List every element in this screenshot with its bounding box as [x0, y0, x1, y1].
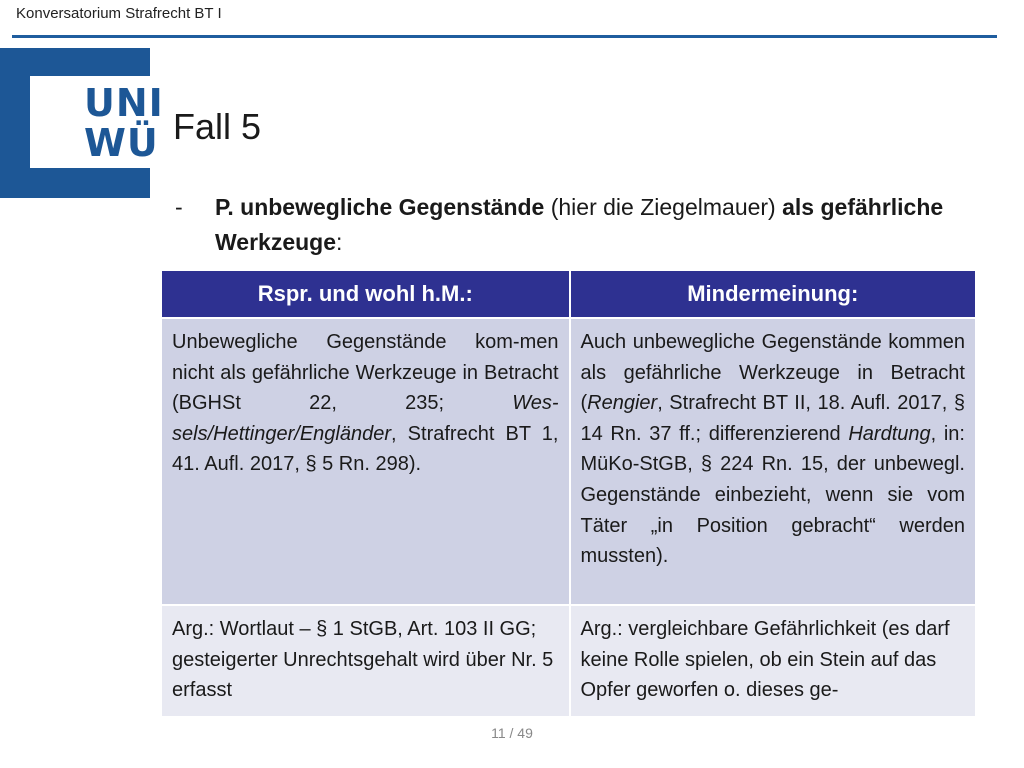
- author-italic: Rengier: [587, 392, 658, 415]
- header-majority: Rspr. und wohl h.M.:: [162, 271, 569, 317]
- logo-line-1: UNI: [84, 81, 164, 125]
- bullet-normal-1: (hier die Ziegelmauer): [544, 194, 783, 220]
- bullet-text: [215, 190, 955, 260]
- slide-title: Fall 5: [173, 106, 262, 147]
- text-part: Unbewegliche Gegenstände kom-men nicht als gefährliche Werkzeuge in Betracht (BGHSt 22, 235;: [172, 331, 559, 415]
- bullet-bold-2: als gefährliche Werkzeuge: [215, 194, 944, 255]
- text-part: , in: MüKo-StGB, § 224 Rn. 15, der unbewegl. Gegenstände einbezieht, wenn sie vom Täter „in Position gebracht“ werden mussten).: [580, 422, 965, 568]
- opinions-table: [162, 271, 975, 716]
- header-minority: Mindermeinung:: [569, 271, 976, 317]
- cell-minority-argument: Arg.: vergleichbare Gefährlichkeit (es darf keine Rolle spielen, ob ein Stein auf das Opfer geworfen o. dieses ge-: [569, 604, 976, 716]
- header-rule: [12, 35, 997, 38]
- author-italic: Hardtung: [848, 422, 931, 445]
- logo-text: [84, 81, 164, 165]
- logo-line-2: WÜ: [84, 121, 159, 165]
- course-title: Konversatorium Strafrecht BT I: [16, 5, 222, 22]
- table-header-row: [162, 271, 975, 317]
- table-row: [162, 317, 975, 604]
- bullet-bold-1: P. unbewegliche Gegenstände: [215, 194, 545, 220]
- bullet-normal-2: :: [336, 229, 343, 255]
- cell-minority-view: [569, 317, 976, 604]
- text-part: , Strafrecht BT II, 18. Aufl. 2017, § 14 Rn. 37 ff.; differenzierend: [580, 392, 965, 445]
- table-row: [162, 604, 975, 716]
- author-italic: Wes-sels/Hettinger/Engländer: [172, 392, 559, 445]
- cell-majority-argument: Arg.: Wortlaut – § 1 StGB, Art. 103 II GG; gesteigerter Unrechtsgehalt wird über Nr. 5 erfasst: [162, 604, 569, 716]
- text-part: , Strafrecht BT 1, 41. Aufl. 2017, § 5 Rn. 298).: [172, 422, 559, 476]
- bullet-dash: -: [175, 194, 183, 220]
- cell-majority-view: [162, 317, 569, 604]
- text-part: Auch unbewegliche Gegenstände kommen als gefährliche Werkzeuge in Betracht (: [580, 331, 965, 415]
- page-number: 11 / 49: [491, 725, 533, 741]
